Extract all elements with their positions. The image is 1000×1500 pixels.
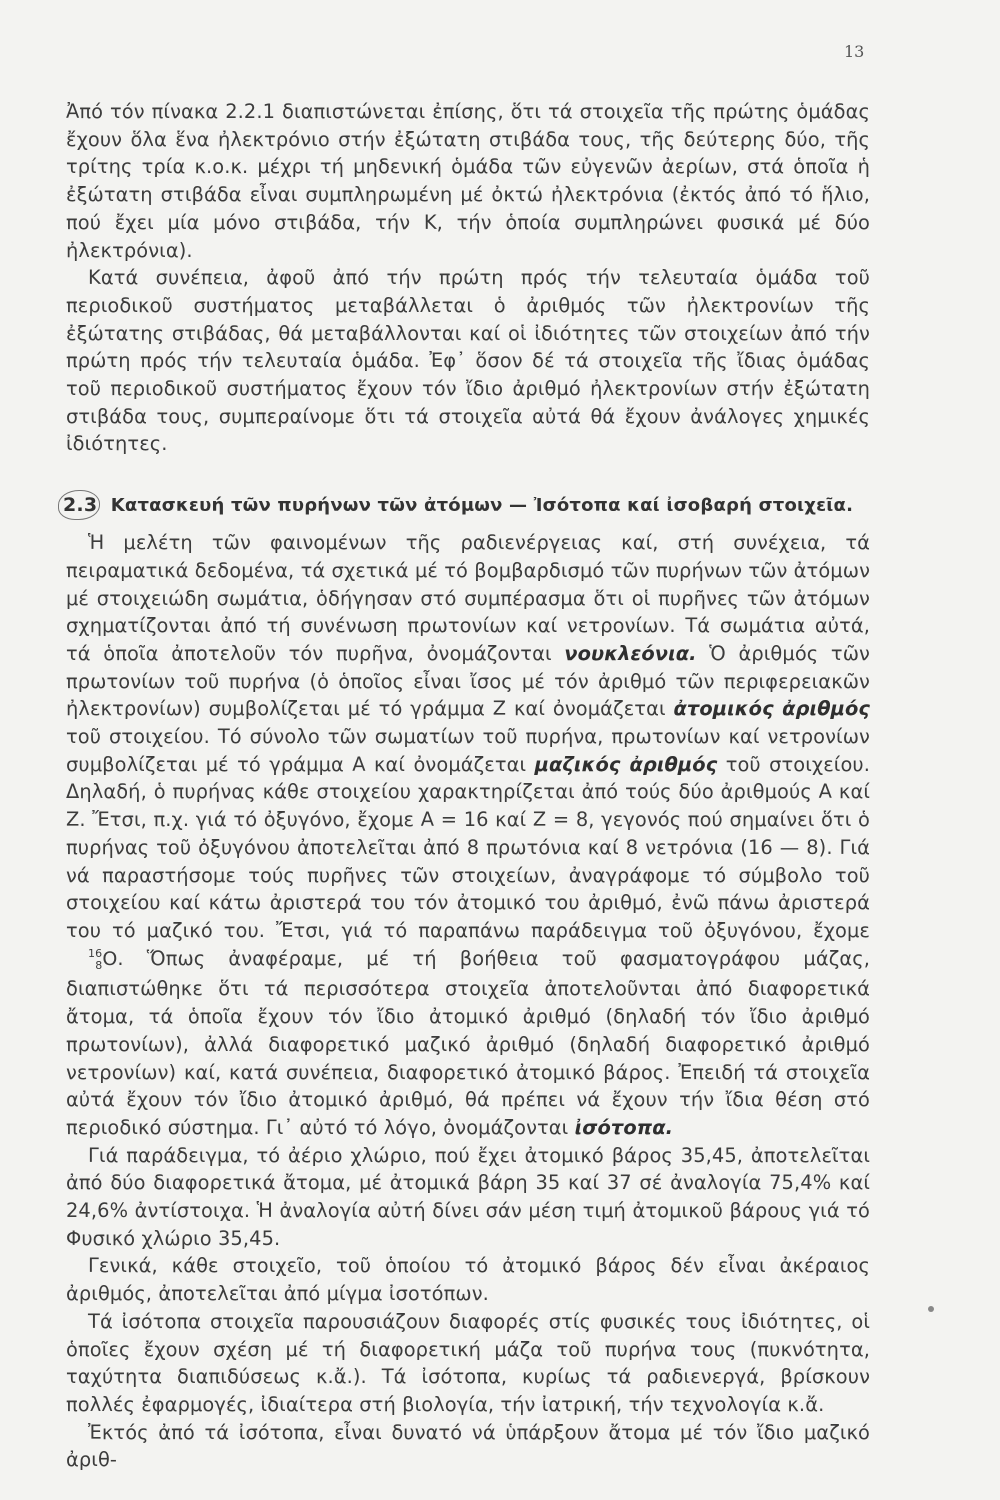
term-nucleons: νουκλεόνια. xyxy=(564,641,697,665)
term-mass-number: μαζικός ἀριθμός xyxy=(534,752,718,776)
paragraph-isotope-mixture: Γενικά, κάθε στοιχεῖο, τοῦ ὁποίου τό ἀτομικό βάρος δέν εἶναι ἀκέραιος ἀριθμός, ἀποτελεῖται ἀπό μίγμα ἰσοτόπων. xyxy=(66,1254,870,1306)
isotope-atomic-number: 8 xyxy=(95,958,103,972)
term-isotopes: ἰσότοπα. xyxy=(574,1115,674,1139)
paragraph-nucleus-structure xyxy=(66,529,870,1141)
isotope-notation xyxy=(66,946,117,976)
paragraph-valence-electrons: Ἀπό τόν πίνακα 2.2.1 διαπιστώνεται ἐπίσης, ὅτι τά στοιχεῖα τῆς πρώτης ὁμάδας ἔχουν ὅλα ἕνα ἠλεκτρόνιο στήν ἐξώτατη στιβάδα τους, τῆς δεύτερης δύο, τῆς τρίτης τρία κ.ο.κ. μέχρι τή μηδενική ὁμάδα τῶν εὐγενῶν ἀερίων, στά ὁποῖα ἡ ἐξώτατη στιβάδα εἶναι συμπληρωμένη μέ ὀκτώ ἠλεκτρόνια (ἐκτός ἀπό τό ἥλιο, πού ἔχει μία μόνο στιβάδα, τήν Κ, τήν ὁποία συμπληρώνει φυσικά μέ δύο ἠλεκτρόνια). xyxy=(66,100,870,262)
text-run: . Ὅπως ἀναφέραμε, μέ τή βοήθεια τοῦ φασματογράφου μάζας, διαπιστώθηκε ὅτι τά περισσότερα στοιχεῖα ἀποτελοῦνται ἀπό διαφορετικά ἄτομα, τά ὁποῖα ἔχουν τόν ἴδιο ἀτομικό ἀριθμό (δηλαδή τόν ἴδιο ἀριθμό πρωτονίων), ἀλλά διαφορετικό μαζικό ἀριθμό (δηλαδή διαφορετικό ἀριθμό νετρονίων) καί, κατά συνέπεια, διαφορετικό ἀτομικό βάρος. Ἐπειδή τά στοιχεῖα αὐτά ἔχουν τόν ἴδιο ἀτομικό ἀριθμό, θά πρέπει νά ἔχουν τήν ἴδια θέση στό περιοδικό σύστημα. Γι᾽ αὐτό τό λόγο, ὀνομάζονται xyxy=(66,946,870,1139)
page-body xyxy=(63,98,871,1474)
text-run: τοῦ στοιχείου. Δηλαδή, ὁ πυρήνας κάθε στοιχείου χαρακτηρίζεται ἀπό τούς δύο ἀριθμούς Α καί Ζ. Ἔτσι, π.χ. γιά τό ὀξυγόνο, ἔχομε Α = 16 καί Ζ = 8, γεγονός πού σημαίνει ὅτι ὁ πυρήνας τοῦ ὀξυγόνου ἀποτελεῖται ἀπό 8 πρωτόνια καί 8 νετρόνια (16 — 8). Γιά νά παραστήσομε τούς πυρῆνες τῶν στοιχείων, ἀναγράφομε τό σύμβολο τοῦ στοιχείου καί κάτω ἀριστερά του τόν ἀτομικό του ἀριθμό, ἐνῶ πάνω ἀριστερά του τό μαζικό του. Ἔτσι, γιά τό παραπάνω παράδειγμα τοῦ ὀξυγόνου, ἔχομε xyxy=(66,752,871,942)
page-number: 13 xyxy=(844,42,865,61)
term-atomic-number: ἀτομικός ἀριθμός xyxy=(673,697,871,721)
paragraph-isobars-intro: Ἐκτός ἀπό τά ἰσότοπα, εἶναι δυνατό νά ὑπάρξουν ἄτομα μέ τόν ἴδιο μαζικό ἀριθ- xyxy=(66,1420,870,1472)
isotope-mass-number: 16 xyxy=(88,946,103,960)
paragraph-chlorine-example: Γιά παράδειγμα, τό ἀέριο χλώριο, πού ἔχει ἀτομικό βάρος 35,45, ἀποτελεῖται ἀπό δύο διαφορετικά ἄτομα, μέ ἀτομικά βάρη 35 καί 37 σέ ἀναλογία 75,4% καί 24,6% ἀντίστοιχα. Ἡ ἀναλογία αὐτή δίνει σάν μέση τιμή ἀτομικοῦ βάρους γιά τό Φυσικό χλώριο 35,45. xyxy=(66,1143,870,1250)
text-run: Ὁ ἀριθμός τῶν πρωτονίων τοῦ πυρήνα (ὁ ὁποῖος εἶναι ἴσος μέ τόν ἀριθμό τῶν περιφερειακῶν ἠλεκτρονίων) συμβολίζεται μέ τό γράμμα Ζ καί ὀνομάζεται xyxy=(66,641,870,721)
isotope-symbol: O xyxy=(102,947,118,970)
paragraph-group-properties: Κατά συνέπεια, ἀφοῦ ἀπό τήν πρώτη πρός τήν τελευταία ὁμάδα τοῦ περιοδικοῦ συστήματος μεταβάλλεται ὁ ἀριθμός τῶν ἠλεκτρονίων τῆς ἐξώτατης στιβάδας, θά μεταβάλλονται καί οἱ ἰδιότητες τῶν στοιχείων ἀπό τήν πρώτη πρός τήν τελευταία ὁμάδα. Ἐφ᾽ ὅσον δέ τά στοιχεῖα τῆς ἴδιας ὁμάδας τοῦ περιοδικοῦ συστήματος ἔχουν τόν ἴδιο ἀριθμό ἠλεκτρονίων στήν ἐξώτατη στιβάδα τους, συμπεραίνομε ὅτι τά στοιχεῖα αὐτά θά ἔχουν ἀνάλογες χημικές ἰδιότητες. xyxy=(66,266,870,456)
text-run: τοῦ στοιχείου. Τό σύνολο τῶν σωματίων τοῦ πυρήνα, πρωτονίων καί νετρονίων συμβολίζεται μέ τό γράμμα Α καί ὀνομάζεται xyxy=(66,725,870,776)
paragraph-isotope-applications: Τά ἰσότοπα στοιχεῖα παρουσιάζουν διαφορές στίς φυσικές τους ἰδιότητες, οἱ ὁποῖες ἔχουν σχέση μέ τή διαφορετική μάζα τοῦ πυρήνα τους (πυκνότητα, ταχύτητα διαπιδύσεως κ.ἄ.). Τά ἰσότοπα, κυρίως τά ραδιενεργά, βρίσκουν πολλές ἐφαρμογές, ἰδιαίτερα στή βιολογία, τήν ἰατρική, τήν τεχνολογία κ.ἄ. xyxy=(66,1309,870,1416)
text-run: Ἡ μελέτη τῶν φαινομένων τῆς ραδιενέργειας καί, στή συνέχεια, τά πειραματικά δεδομένα, τά σχετικά μέ τό βομβαρδισμό τῶν πυρήνων τῶν ἀτόμων μέ στοιχειώδη σωμάτια, ὁδήγησαν στό συμπέρασμα ὅτι οἱ πυρῆνες τῶν ἀτόμων σχηματίζονται ἀπό τή συνένωση πρωτονίων καί νετρονίων. Τά σωμάτια αὐτά, τά ὁποῖα ἀποτελοῦν τόν πυρῆνα, ὀνομάζονται xyxy=(66,531,870,665)
section-heading xyxy=(63,490,870,520)
margin-dot xyxy=(928,1306,934,1312)
section-title: Κατασκευή τῶν πυρήνων τῶν ἀτόμων — Ἰσότοπα καί ἰσοβαρή στοιχεῖα. xyxy=(110,495,854,517)
section-number: 2.3 xyxy=(58,490,100,520)
